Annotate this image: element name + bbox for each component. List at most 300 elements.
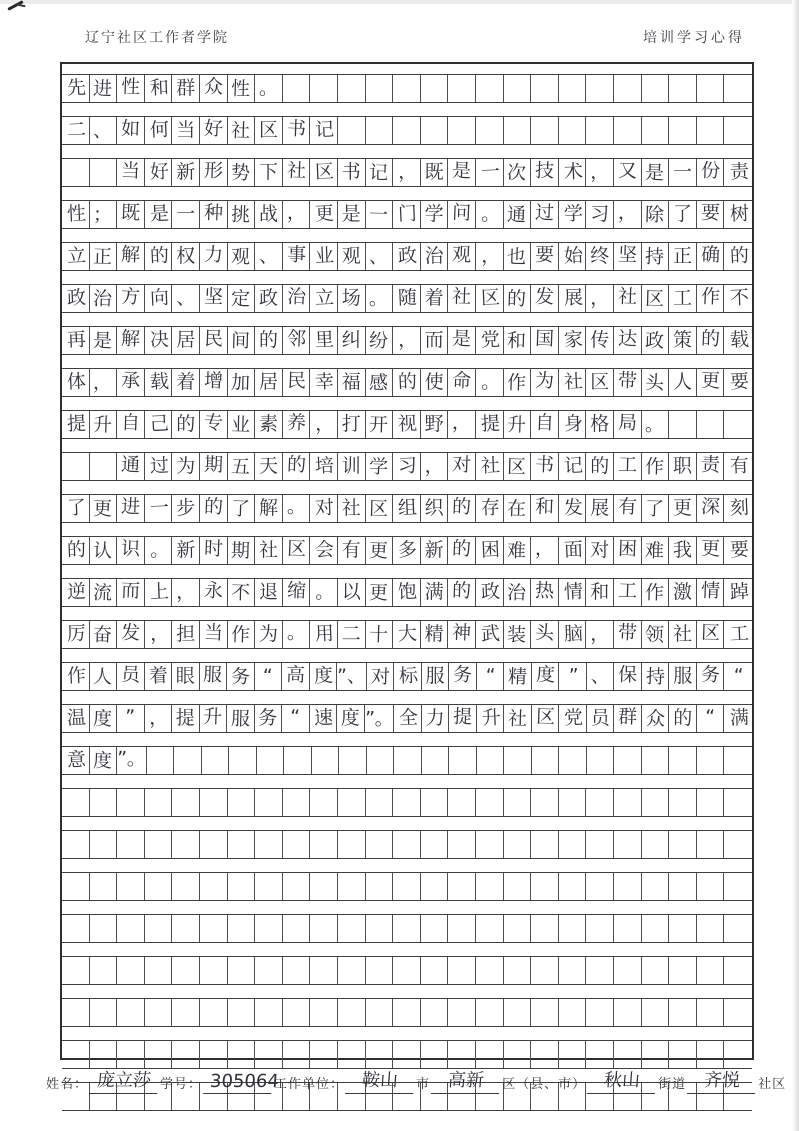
grid-cell <box>614 621 642 648</box>
grid-cell <box>228 873 256 900</box>
grid-row <box>62 200 752 229</box>
grid-cell <box>145 579 173 606</box>
grid-cell <box>421 75 449 102</box>
grid-cell <box>200 1041 228 1068</box>
handwritten-char: 饱 <box>397 580 418 604</box>
handwritten-char: 而 <box>424 329 444 351</box>
grid-row <box>62 284 752 313</box>
grid-cell <box>586 831 614 858</box>
grid-cell <box>283 915 311 942</box>
grid-cell <box>642 327 670 354</box>
grid-cell <box>642 117 670 144</box>
handwritten-char: 挑 <box>231 203 251 227</box>
handwritten-char: “ <box>262 665 273 687</box>
handwritten-char: 邻 <box>286 327 307 351</box>
handwritten-char: ”、 <box>337 665 366 687</box>
handwritten-char: 载 <box>729 328 750 352</box>
grid-cell <box>504 117 532 144</box>
grid-cell <box>724 285 752 312</box>
grid-cell <box>531 999 559 1026</box>
handwritten-char: 升 <box>93 413 113 437</box>
grid-row <box>62 536 752 565</box>
grid-cell <box>421 369 449 396</box>
handwritten-char: 困 <box>617 537 638 561</box>
handwritten-char: 承 <box>120 369 141 393</box>
grid-cell <box>422 747 450 774</box>
grid-cell <box>448 957 476 984</box>
grid-cell <box>614 243 642 270</box>
handwritten-char: 性 <box>231 77 251 101</box>
grid-cell <box>697 663 725 690</box>
grid-cell <box>90 285 118 312</box>
handwritten-char: 情 <box>563 580 584 604</box>
grid-cell <box>90 915 118 942</box>
handwritten-char: 的 <box>700 327 721 351</box>
grid-cell <box>255 621 283 648</box>
grid-cell <box>312 747 340 774</box>
grid-cell <box>145 831 173 858</box>
handwritten-char: 当 <box>203 621 224 645</box>
grid-cell <box>90 873 118 900</box>
grid-cell <box>62 705 90 732</box>
grid-cell <box>504 705 532 732</box>
grid-cell <box>393 369 421 396</box>
handwritten-char: 学 <box>563 202 584 226</box>
grid-cell <box>448 369 476 396</box>
handwritten-char: 增 <box>203 369 224 393</box>
grid-cell <box>310 999 338 1026</box>
handwritten-char: 区 <box>369 497 389 521</box>
grid-cell <box>200 75 228 102</box>
handwritten-char: 服 <box>673 665 693 687</box>
grid-cell <box>724 75 752 102</box>
grid-cell <box>559 537 587 564</box>
grid-cell <box>117 621 145 648</box>
grid-cell <box>559 747 587 774</box>
grid-cell <box>366 411 394 438</box>
grid-cell <box>228 327 256 354</box>
grid-cell <box>283 831 311 858</box>
grid-cell <box>448 873 476 900</box>
grid-cell <box>90 117 118 144</box>
grid-cell <box>338 411 366 438</box>
grid-cell <box>449 705 477 732</box>
handwritten-char: ， <box>149 622 170 646</box>
grid-cell <box>669 75 697 102</box>
grid-cell <box>200 411 228 438</box>
handwritten-char: 治 <box>507 581 527 605</box>
grid-cell <box>145 789 173 816</box>
handwritten-char: 要 <box>700 201 721 225</box>
grid-cell <box>586 999 614 1026</box>
grid-cell <box>172 537 200 564</box>
handwritten-char: 。 <box>480 202 501 226</box>
grid-cell <box>504 999 532 1026</box>
grid-row <box>62 368 752 397</box>
handwritten-char: 记 <box>563 454 584 478</box>
grid-cell <box>586 915 614 942</box>
grid-cell <box>145 705 173 732</box>
handwritten-char: 的 <box>203 495 224 519</box>
grid-cell <box>172 705 200 732</box>
handwritten-char: 神 <box>451 621 472 645</box>
grid-cell <box>504 621 532 648</box>
grid-cell <box>669 1041 697 1068</box>
handwritten-char: 新 <box>176 161 196 183</box>
grid-cell <box>90 957 118 984</box>
grid-cell <box>172 999 200 1026</box>
grid-cell <box>393 537 421 564</box>
grid-cell <box>504 369 532 396</box>
grid-cell <box>282 663 310 690</box>
grid-cell <box>421 117 449 144</box>
handwritten-char: ， <box>93 371 113 395</box>
handwritten-char: 纠 <box>341 329 361 351</box>
handwritten-char: 满 <box>729 706 750 730</box>
grid-cell <box>669 579 697 606</box>
grid-cell <box>559 579 587 606</box>
grid-cell <box>117 579 145 606</box>
grid-cell <box>145 663 173 690</box>
grid-cell <box>586 285 614 312</box>
grid-cell <box>172 411 200 438</box>
handwritten-char: 更 <box>700 537 721 561</box>
handwritten-char: 记 <box>369 161 389 185</box>
handwritten-char: 提 <box>66 412 87 436</box>
grid-cell <box>697 75 725 102</box>
grid-cell <box>172 831 200 858</box>
grid-cell <box>559 75 587 102</box>
handwritten-char: 度 <box>92 749 113 773</box>
handwritten-char: 场 <box>341 287 361 309</box>
grid-cell <box>90 369 118 396</box>
handwritten-char: 热 <box>534 579 555 603</box>
grid-cell <box>255 411 283 438</box>
grid-cell <box>614 285 642 312</box>
handwritten-char: 政 <box>66 286 87 310</box>
handwritten-char: 终 <box>590 245 610 267</box>
grid-cell <box>421 285 449 312</box>
grid-cell <box>448 831 476 858</box>
grid-cell <box>504 495 532 522</box>
handwritten-char: 务 <box>230 665 251 689</box>
grid-cell <box>200 117 228 144</box>
grid-cell <box>504 453 532 480</box>
grid-cell <box>338 453 366 480</box>
handwritten-char: 训 <box>341 455 361 477</box>
handwritten-char: 种 <box>203 201 224 225</box>
handwritten-char: 载 <box>149 370 170 394</box>
grid-cell <box>448 75 476 102</box>
grid-cell <box>62 537 90 564</box>
grid-cell <box>477 663 505 690</box>
grid-cell <box>200 663 228 690</box>
grid-cell <box>62 453 90 480</box>
grid-cell <box>145 327 173 354</box>
handwritten-char: 战 <box>258 203 278 225</box>
grid-cell <box>642 873 670 900</box>
grid-cell <box>476 75 504 102</box>
grid-cell <box>62 285 90 312</box>
grid-cell <box>504 537 532 564</box>
grid-cell <box>669 411 697 438</box>
handwritten-char: ”。 <box>364 707 394 731</box>
grid-cell <box>614 159 642 186</box>
grid-cell <box>62 201 90 228</box>
grid-cell <box>669 201 697 228</box>
grid-cell <box>200 453 228 480</box>
grid-cell <box>669 705 697 732</box>
grid-cell <box>697 789 725 816</box>
handwritten-char: 精 <box>507 665 528 689</box>
handwritten-char: 力 <box>425 707 445 729</box>
handwritten-char: 我 <box>672 539 692 561</box>
grid-cell <box>255 117 283 144</box>
grid-cell <box>697 705 725 732</box>
handwritten-char: 升 <box>507 413 527 437</box>
handwritten-char: 高 <box>285 663 306 687</box>
handwritten-char: 情 <box>700 579 721 603</box>
grid-cell <box>283 453 311 480</box>
handwritten-char: 度 <box>92 707 113 731</box>
grid-cell <box>202 747 230 774</box>
handwritten-char: ， <box>590 161 610 183</box>
handwritten-char: 通 <box>120 453 141 477</box>
handwritten-char: 素 <box>258 413 278 435</box>
handwritten-char: 上 <box>149 580 170 604</box>
grid-row <box>62 410 752 439</box>
handwritten-char: 对 <box>370 665 390 689</box>
grid-row <box>62 872 752 901</box>
handwritten-char: 正 <box>93 245 113 269</box>
handwritten-char: 难 <box>507 539 527 563</box>
handwritten-char: 带 <box>617 369 638 393</box>
grid-cell <box>229 747 257 774</box>
grid-cell <box>449 747 477 774</box>
grid-cell <box>421 999 449 1026</box>
grid-cell <box>669 915 697 942</box>
footer-label: 市 <box>416 1077 431 1092</box>
grid-row <box>62 242 752 271</box>
grid-cell <box>282 705 310 732</box>
grid-row <box>62 830 752 859</box>
handwritten-char: 社 <box>507 707 528 731</box>
grid-cell <box>476 915 504 942</box>
grid-cell <box>172 621 200 648</box>
grid-cell <box>366 957 394 984</box>
grid-cell <box>614 789 642 816</box>
grid-cell <box>255 495 283 522</box>
handwritten-char: 脑 <box>563 622 584 646</box>
footer-handwritten-value: 庞立莎 <box>89 1066 159 1094</box>
handwritten-char: 过 <box>149 454 170 478</box>
grid-cell <box>255 243 283 270</box>
grid-row <box>62 620 752 649</box>
grid-cell <box>504 411 532 438</box>
grid-cell <box>366 243 394 270</box>
grid-cell <box>117 999 145 1026</box>
handwritten-char: 事 <box>286 243 307 267</box>
grid-cell <box>642 159 670 186</box>
handwritten-char: 了 <box>231 497 251 521</box>
handwritten-char: 度 <box>313 664 334 688</box>
grid-cell <box>504 663 532 690</box>
handwritten-char: 了 <box>645 497 665 521</box>
grid-cell <box>90 999 118 1026</box>
grid-cell <box>117 1041 145 1068</box>
grid-cell <box>228 621 256 648</box>
grid-cell <box>172 453 200 480</box>
grid-cell <box>337 663 367 690</box>
grid-cell <box>228 117 256 144</box>
handwritten-char: 如 <box>120 117 141 141</box>
grid-cell <box>642 537 670 564</box>
grid-cell <box>310 369 338 396</box>
grid-cell <box>283 243 311 270</box>
grid-cell <box>255 1041 283 1068</box>
grid-cell <box>255 285 283 312</box>
handwritten-char: ， <box>286 201 307 225</box>
grid-cell <box>559 873 587 900</box>
grid-cell <box>310 75 338 102</box>
grid-cell <box>614 453 642 480</box>
handwritten-char: 培 <box>314 454 335 478</box>
grid-cell <box>559 327 587 354</box>
handwritten-char: 头 <box>645 371 665 395</box>
handwritten-char: 是 <box>451 159 472 183</box>
footer-label: 街道 <box>658 1077 687 1092</box>
handwritten-char: 的 <box>258 329 278 351</box>
handwritten-char: 作 <box>645 581 665 605</box>
grid-cell <box>448 285 476 312</box>
handwritten-char: 有 <box>729 454 750 478</box>
handwritten-char: 养 <box>286 411 307 435</box>
grid-cell <box>172 285 200 312</box>
grid-cell <box>614 579 642 606</box>
grid-cell <box>62 579 90 606</box>
handwritten-char: ， <box>148 706 169 730</box>
footer-label: 姓名： <box>46 1077 89 1092</box>
handwritten-char: 一 <box>176 203 196 225</box>
grid-cell <box>476 243 504 270</box>
grid-cell <box>559 369 587 396</box>
grid-cell <box>393 327 421 354</box>
grid-cell <box>724 789 752 816</box>
grid-cell <box>393 75 421 102</box>
handwritten-char: 群 <box>617 705 638 729</box>
grid-cell <box>642 663 670 690</box>
grid-cell <box>724 201 752 228</box>
grid-cell <box>421 411 449 438</box>
grid-cell <box>338 243 366 270</box>
grid-cell <box>228 957 256 984</box>
footer-handwritten-value: 高新 <box>431 1066 501 1094</box>
grid-cell <box>366 873 394 900</box>
handwritten-char: 观 <box>231 245 251 269</box>
handwritten-char: 眼 <box>175 665 195 687</box>
grid-cell <box>117 285 145 312</box>
grid-cell <box>448 1041 476 1068</box>
grid-cell <box>614 999 642 1026</box>
grid-cell <box>338 117 366 144</box>
handwritten-char: 人 <box>672 371 692 393</box>
handwritten-char: 开 <box>369 413 389 437</box>
grid-cell <box>62 327 90 354</box>
grid-cell <box>62 957 90 984</box>
grid-cell <box>642 621 670 648</box>
handwritten-char: 份 <box>700 159 721 183</box>
grid-cell <box>366 999 394 1026</box>
handwritten-char: 决 <box>149 328 170 352</box>
grid-cell <box>559 915 587 942</box>
handwritten-char: 更 <box>93 497 113 521</box>
handwritten-char: 有 <box>341 539 361 561</box>
grid-cell <box>531 579 559 606</box>
grid-cell <box>90 705 118 732</box>
handwritten-char: 解 <box>258 497 278 519</box>
grid-cell <box>559 117 587 144</box>
grid-cell <box>421 201 449 228</box>
handwritten-char: 着 <box>424 287 444 309</box>
handwritten-char: 治 <box>93 287 113 311</box>
grid-cell <box>669 873 697 900</box>
grid-cell <box>365 705 395 732</box>
grid-cell <box>367 747 395 774</box>
footer-handwritten-value: 秋山 <box>587 1066 657 1094</box>
grid-row <box>62 704 752 733</box>
grid-cell <box>559 243 587 270</box>
grid-row <box>62 116 752 145</box>
handwritten-char: 自 <box>534 411 555 435</box>
handwritten-char: 社 <box>480 454 501 478</box>
grid-cell <box>586 873 614 900</box>
footer-fields <box>44 1066 787 1094</box>
grid-cell <box>62 369 90 396</box>
grid-cell <box>228 789 256 816</box>
grid-row <box>62 494 752 523</box>
grid-cell <box>448 159 476 186</box>
grid-cell <box>283 495 311 522</box>
grid-cell <box>255 789 283 816</box>
grid-cell <box>228 285 256 312</box>
grid-cell <box>255 957 283 984</box>
grid-cell <box>117 75 145 102</box>
handwritten-char: 更 <box>672 497 692 519</box>
grid-cell <box>145 495 173 522</box>
grid-cell <box>724 999 752 1026</box>
handwritten-char: 传 <box>590 329 610 351</box>
handwritten-char: 方 <box>120 285 141 309</box>
grid-cell <box>310 159 338 186</box>
handwritten-char: 、 <box>93 119 113 143</box>
grid-cell <box>724 369 752 396</box>
grid-cell <box>310 957 338 984</box>
grid-cell <box>476 369 504 396</box>
grid-cell <box>642 831 670 858</box>
grid-cell <box>614 747 642 774</box>
grid-cell <box>642 285 670 312</box>
handwritten-char: 的 <box>590 455 610 477</box>
grid-cell <box>448 495 476 522</box>
grid-cell <box>200 201 228 228</box>
grid-cell <box>200 999 228 1026</box>
grid-cell <box>531 369 559 396</box>
handwritten-char: 树 <box>729 202 750 226</box>
grid-cell <box>448 117 476 144</box>
grid-cell <box>228 411 256 438</box>
grid-cell <box>62 411 90 438</box>
handwritten-char: 区 <box>535 705 556 729</box>
